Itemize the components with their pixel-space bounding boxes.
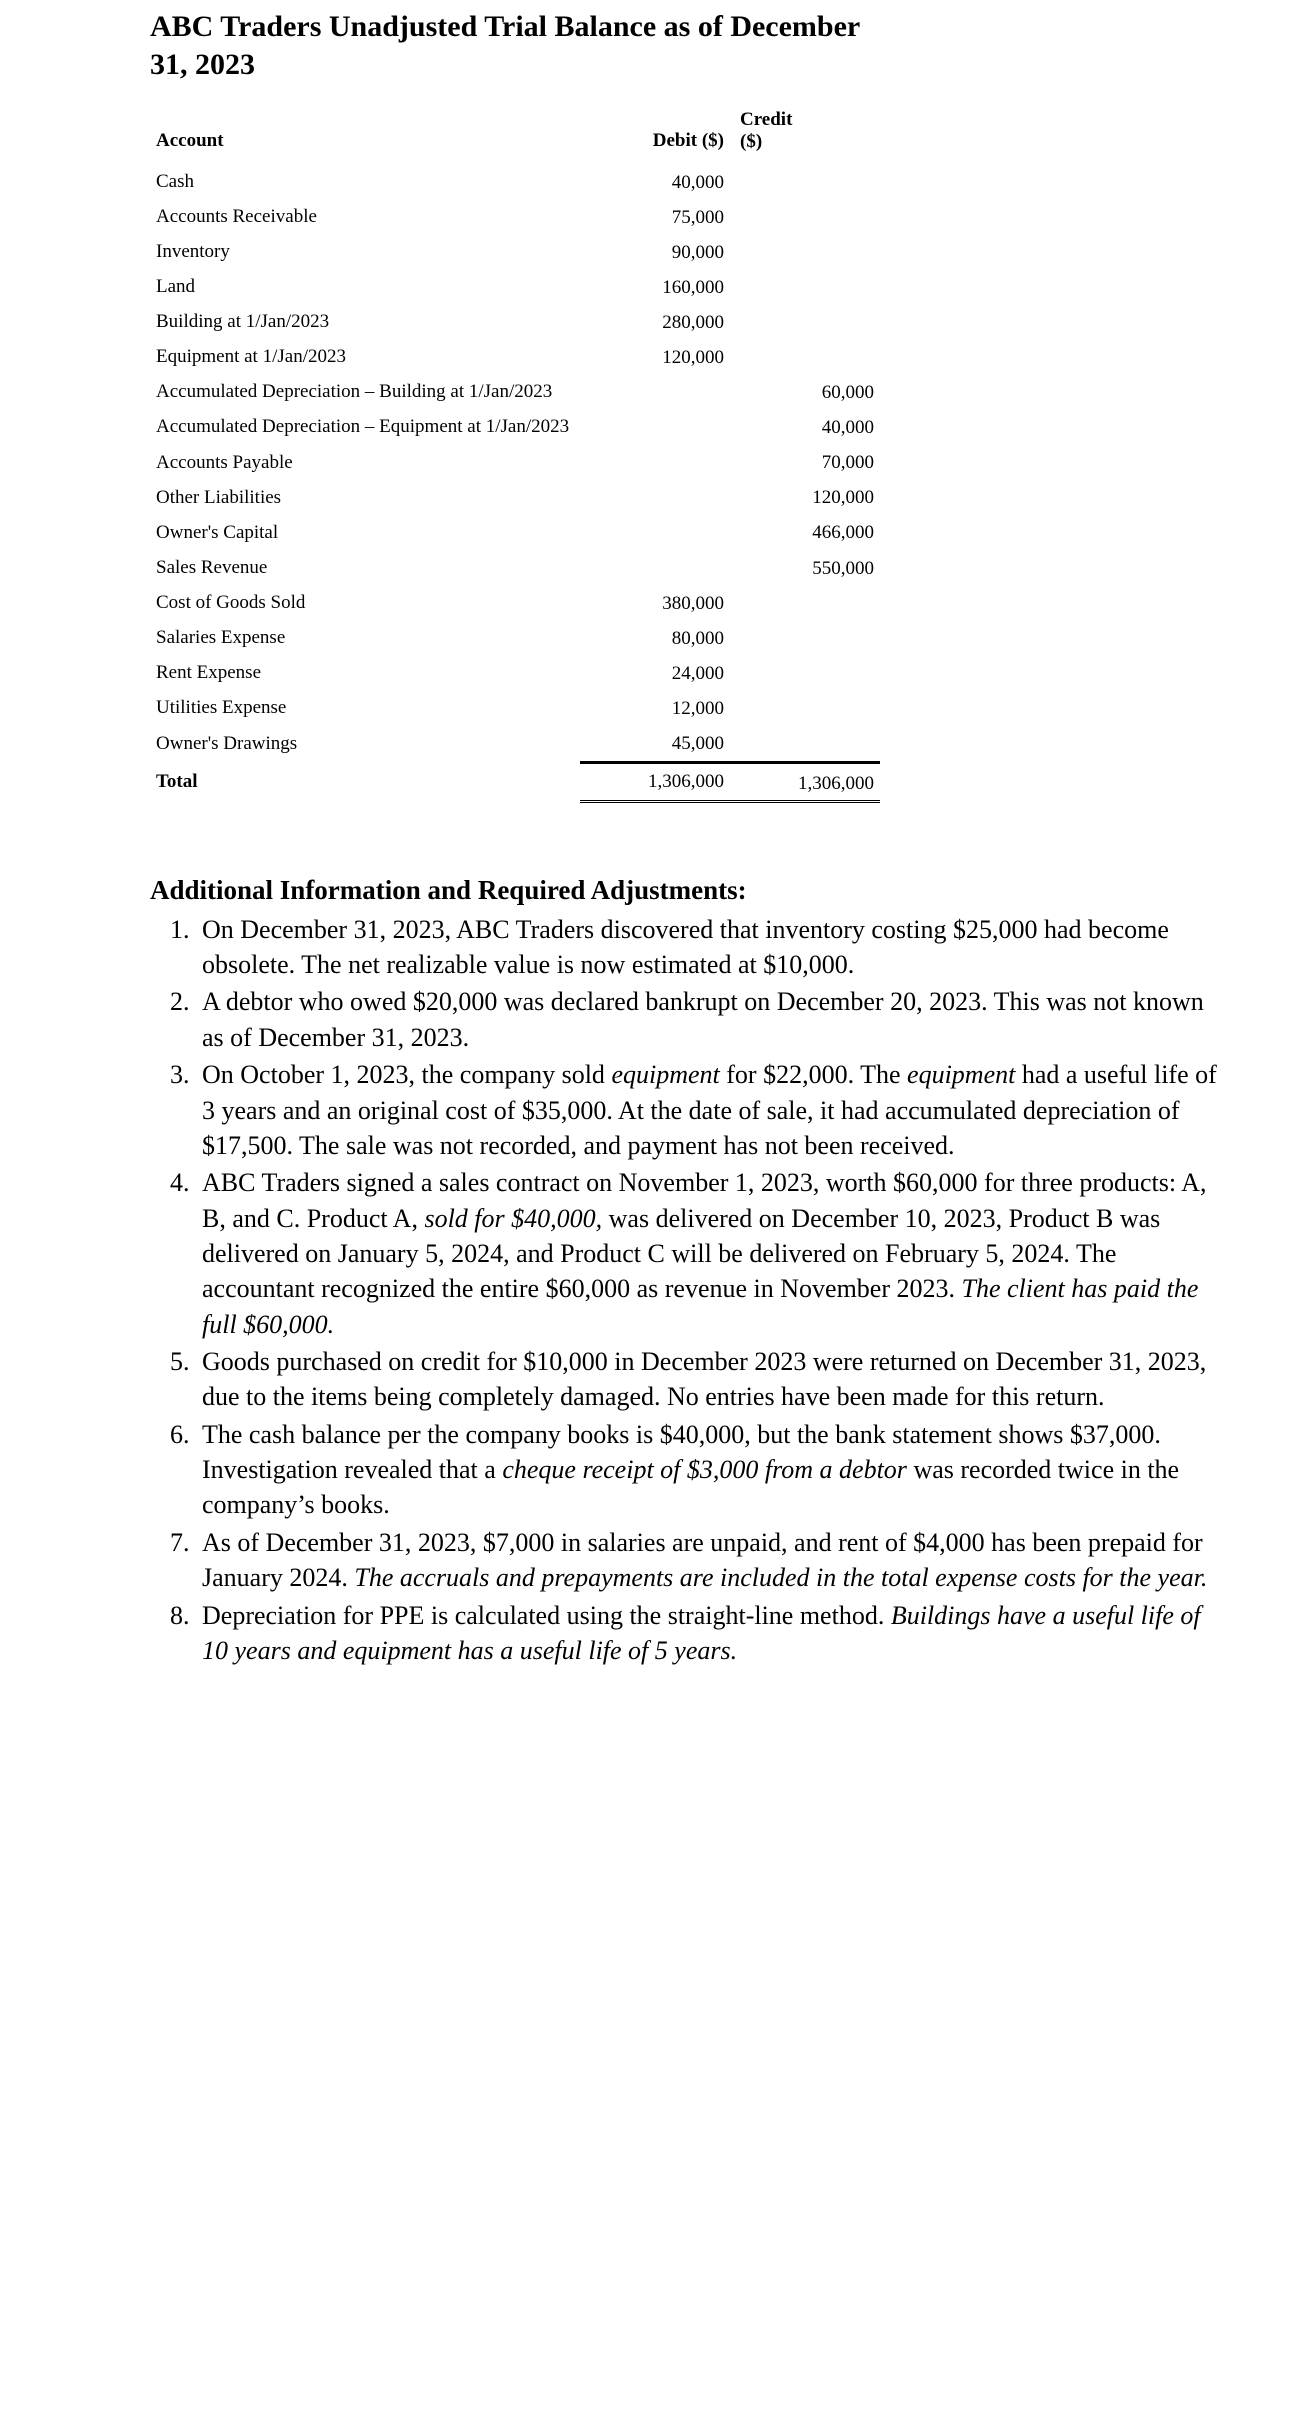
list-item xyxy=(196,1417,1230,1523)
emphasis-text: cheque receipt of $3,000 from a debtor xyxy=(502,1455,907,1485)
column-header-credit-line2: ($) xyxy=(740,130,763,152)
emphasis-text: equipment xyxy=(907,1060,1016,1090)
debit-value xyxy=(580,410,730,445)
emphasis-text: The accruals and prepayments are included in the total expense costs for the year. xyxy=(354,1563,1208,1593)
body-text: ABC Traders signed a sales contract on November 1, 2023, worth $60,000 for three products: A, B, and C. Product A, xyxy=(202,1168,1207,1233)
debit-value: 380,000 xyxy=(662,592,724,614)
table-row xyxy=(150,375,880,410)
body-text: was delivered on December 10, 2023, Product B was delivered on January 5, 2024, and Product C will be delivered on February 5, 2024. The accountant recognized the entire $60,000 as revenue in November 2023. xyxy=(202,1203,1161,1304)
account-name: Land xyxy=(156,276,196,298)
account-name: Accounts Payable xyxy=(156,451,293,473)
debit-value: 280,000 xyxy=(662,312,724,333)
trial-balance-body xyxy=(150,165,880,763)
column-header-account: Account xyxy=(156,129,224,151)
account-name: Equipment at 1/Jan/2023 xyxy=(156,346,346,368)
trial-balance-footer xyxy=(150,763,880,802)
credit-value: 40,000 xyxy=(821,417,874,439)
table-row xyxy=(150,480,880,515)
debit-value: 12,000 xyxy=(671,697,724,719)
emphasis-text: Buildings have a useful life of 10 years and equipment has a useful life of 5 years. xyxy=(202,1600,1201,1665)
credit-value xyxy=(730,305,880,340)
body-text: had a useful life of 3 years and an original cost of $35,000. At the date of sale, it had accumulated depreciation of $17,500. The sale was not recorded, and payment has not been received. xyxy=(202,1060,1217,1160)
body-text: Depreciation for PPE is calculated using the straight-line method. xyxy=(202,1600,891,1630)
body-text: The cash balance per the company books is $40,000, but the bank statement shows $37,000. Investigation revealed that a xyxy=(202,1419,1161,1485)
account-name: Salaries Expense xyxy=(156,626,286,648)
table-row xyxy=(150,551,880,586)
list-item xyxy=(196,1525,1230,1596)
table-row xyxy=(150,165,880,200)
body-text: Goods purchased on credit for $10,000 in December 2023 were returned on December 31, 2023, due to the items being completely damaged. No entries have been made for this return. xyxy=(202,1347,1207,1412)
credit-value xyxy=(730,165,880,200)
account-name: Building at 1/Jan/2023 xyxy=(156,311,330,333)
list-item xyxy=(196,1057,1230,1163)
credit-value xyxy=(730,200,880,235)
credit-value xyxy=(730,235,880,270)
trial-balance-section xyxy=(0,101,1290,803)
body-text: was recorded twice in the company’s books. xyxy=(202,1455,1180,1520)
body-text: On October 1, 2023, the company sold xyxy=(202,1060,612,1090)
credit-value xyxy=(730,270,880,305)
table-row xyxy=(150,691,880,726)
table-row xyxy=(150,270,880,305)
list-item xyxy=(196,1598,1230,1669)
debit-value: 24,000 xyxy=(671,662,724,684)
table-row xyxy=(150,586,880,621)
body-text: On December 31, 2023, ABC Traders discovered that inventory costing $25,000 had become obsolete. The net realizable value is now estimated at $10,000. xyxy=(202,914,1169,980)
table-row xyxy=(150,340,880,375)
debit-value: 75,000 xyxy=(671,206,724,228)
total-label: Total xyxy=(156,770,198,792)
debit-value xyxy=(580,375,730,410)
account-name: Cash xyxy=(156,170,194,192)
body-text: for $22,000. The xyxy=(719,1060,908,1090)
table-row xyxy=(150,656,880,691)
credit-value xyxy=(730,726,880,763)
credit-value xyxy=(730,621,880,656)
debit-value: 160,000 xyxy=(662,276,724,298)
account-name: Rent Expense xyxy=(156,661,262,683)
column-header-credit xyxy=(730,101,880,165)
table-row xyxy=(150,235,880,270)
account-name: Owner's Drawings xyxy=(156,732,298,754)
account-name: Accounts Receivable xyxy=(156,205,317,227)
trial-balance-header xyxy=(150,101,880,165)
total-debit-value: 1,306,000 xyxy=(580,763,730,802)
emphasis-text: The client has paid the full $60,000. xyxy=(202,1274,1199,1339)
adjustments-list xyxy=(0,912,1290,1711)
body-text: As of December 31, 2023, $7,000 in salaries are unpaid, and rent of $4,000 has been prepaid for January 2024. xyxy=(202,1527,1203,1593)
credit-value: 120,000 xyxy=(812,487,874,509)
debit-value: 45,000 xyxy=(671,732,724,754)
emphasis-text: equipment xyxy=(611,1060,720,1090)
page-title: ABC Traders Unadjusted Trial Balance as of December 31, 2023 xyxy=(150,10,860,81)
debit-value: 90,000 xyxy=(671,241,724,263)
column-header-credit-line1: Credit xyxy=(740,109,793,130)
debit-value xyxy=(580,515,730,550)
debit-value: 40,000 xyxy=(671,171,724,193)
account-name: Other Liabilities xyxy=(156,486,282,508)
account-name: Sales Revenue xyxy=(156,556,268,578)
table-row xyxy=(150,515,880,550)
debit-value xyxy=(580,551,730,586)
list-item xyxy=(196,912,1230,983)
table-row xyxy=(150,410,880,445)
body-text: A debtor who owed $20,000 was declared bankrupt on December 20, 2023. This was not known as of December 31, 2023. xyxy=(202,987,1204,1052)
account-name: Accumulated Depreciation – Equipment at 1/Jan/2023 xyxy=(156,416,570,438)
table-row xyxy=(150,305,880,340)
debit-value xyxy=(580,480,730,515)
account-name: Owner's Capital xyxy=(156,521,279,543)
total-credit-value: 1,306,000 xyxy=(730,763,880,802)
table-row xyxy=(150,445,880,480)
debit-value: 120,000 xyxy=(662,347,724,369)
credit-value xyxy=(730,691,880,726)
additional-information-heading: Additional Information and Required Adjustments: xyxy=(150,874,747,905)
credit-value: 550,000 xyxy=(812,557,874,579)
table-row xyxy=(150,200,880,235)
list-item xyxy=(196,984,1230,1055)
credit-value: 70,000 xyxy=(821,452,874,474)
table-header-row xyxy=(150,101,880,165)
table-total-row xyxy=(150,763,880,802)
account-name: Cost of Goods Sold xyxy=(156,591,306,613)
table-row xyxy=(150,726,880,763)
list-item xyxy=(196,1344,1230,1415)
credit-value xyxy=(730,656,880,691)
credit-value xyxy=(730,586,880,621)
list-item xyxy=(196,1165,1230,1342)
account-name: Accumulated Depreciation – Building at 1/Jan/2023 xyxy=(156,381,553,403)
debit-value xyxy=(580,445,730,480)
trial-balance-table xyxy=(150,101,880,803)
table-row xyxy=(150,621,880,656)
credit-value: 60,000 xyxy=(821,382,874,404)
credit-value: 466,000 xyxy=(812,522,874,544)
emphasis-text: sold for $40,000, xyxy=(424,1203,603,1233)
debit-value: 80,000 xyxy=(671,627,724,649)
credit-value xyxy=(730,340,880,375)
column-header-debit: Debit ($) xyxy=(652,129,724,151)
account-name: Utilities Expense xyxy=(156,697,287,719)
account-name: Inventory xyxy=(156,241,230,263)
